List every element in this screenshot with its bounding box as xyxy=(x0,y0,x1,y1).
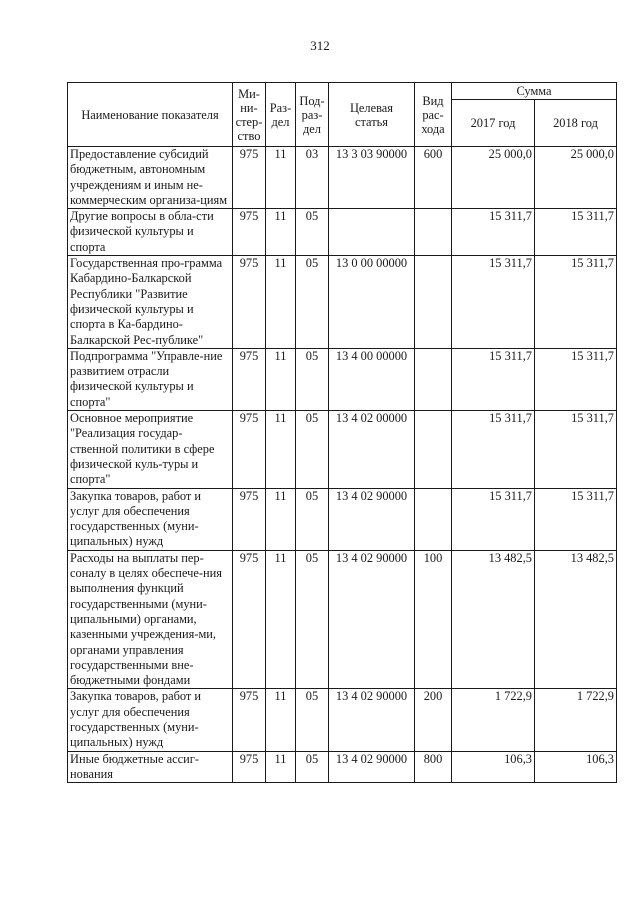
header-year-2018 xyxy=(535,100,617,147)
cell-2017: 15 311,7 xyxy=(452,256,535,349)
cell-subsection: 05 xyxy=(296,689,329,751)
cell-subsection: 05 xyxy=(296,411,329,488)
table-row xyxy=(68,256,617,349)
cell-name: Иные бюджетные ассиг-нования xyxy=(68,751,233,783)
header-subsection: Под- раз- дел xyxy=(296,83,329,147)
header-year-2017 xyxy=(452,100,535,147)
cell-target: 13 4 02 00000 xyxy=(329,411,415,488)
table-row xyxy=(68,751,617,783)
cell-name: Подпрограмма "Управле-ние развитием отрасли физической культуры и спорта" xyxy=(68,348,233,410)
cell-target: 13 4 02 90000 xyxy=(329,488,415,550)
header-year-2018-label: 2018 год xyxy=(553,116,598,130)
cell-section: 11 xyxy=(266,209,296,256)
cell-2018: 15 311,7 xyxy=(535,411,617,488)
cell-name: Основное мероприятие "Реализация государ-ственной политики в сфере физической куль-туры и спорта" xyxy=(68,411,233,488)
header-name-label: Наименование показателя xyxy=(81,107,219,122)
cell-2018: 13 482,5 xyxy=(535,550,617,689)
cell-name: Государственная про-грамма Кабардино-Балкарской Республики "Развитие физической культуры и спорта в Ка-бардино-Балкарской Рес-публике" xyxy=(68,256,233,349)
cell-2018: 106,3 xyxy=(535,751,617,783)
cell-section: 11 xyxy=(266,751,296,783)
cell-section: 11 xyxy=(266,488,296,550)
cell-ministry: 975 xyxy=(233,348,266,410)
header-expense-type: Вид рас- хода xyxy=(415,83,452,147)
cell-ministry: 975 xyxy=(233,147,266,209)
cell-ministry: 975 xyxy=(233,751,266,783)
header-sum-label: Сумма xyxy=(516,84,552,98)
cell-2018: 15 311,7 xyxy=(535,348,617,410)
cell-expense-type xyxy=(415,209,452,256)
cell-section: 11 xyxy=(266,411,296,488)
page-number: 312 xyxy=(310,38,330,53)
cell-ministry: 975 xyxy=(233,256,266,349)
budget-table xyxy=(67,82,617,783)
header-year-2017-label: 2017 год xyxy=(470,116,516,130)
cell-subsection: 05 xyxy=(296,488,329,550)
table-header xyxy=(68,83,617,147)
cell-2017: 106,3 xyxy=(452,751,535,783)
cell-2018: 25 000,0 xyxy=(535,147,617,209)
cell-ministry: 975 xyxy=(233,689,266,751)
cell-subsection: 03 xyxy=(296,147,329,209)
table-row xyxy=(68,550,617,689)
header-target: Целевая статья xyxy=(329,83,415,147)
cell-expense-type xyxy=(415,411,452,488)
cell-name: Другие вопросы в обла-сти физической культуры и спорта xyxy=(68,209,233,256)
cell-2018: 15 311,7 xyxy=(535,256,617,349)
cell-name: Предоставление субсидий бюджетным, автономным учреждениям и иным не-коммерческим организа-циям xyxy=(68,147,233,209)
table-row xyxy=(68,348,617,410)
cell-section: 11 xyxy=(266,256,296,349)
table-row xyxy=(68,689,617,751)
cell-target: 13 4 02 90000 xyxy=(329,689,415,751)
cell-2017: 1 722,9 xyxy=(452,689,535,751)
cell-2017: 15 311,7 xyxy=(452,488,535,550)
cell-2017: 25 000,0 xyxy=(452,147,535,209)
cell-2017: 15 311,7 xyxy=(452,411,535,488)
header-ministry: Ми- ни- стер- ство xyxy=(233,83,266,147)
table-body xyxy=(68,147,617,783)
cell-expense-type: 600 xyxy=(415,147,452,209)
header-sum xyxy=(452,83,617,100)
cell-section: 11 xyxy=(266,348,296,410)
cell-2017: 15 311,7 xyxy=(452,348,535,410)
cell-subsection: 05 xyxy=(296,751,329,783)
header-section: Раз- дел xyxy=(266,83,296,147)
cell-target xyxy=(329,209,415,256)
cell-2018: 1 722,9 xyxy=(535,689,617,751)
table-row xyxy=(68,488,617,550)
cell-target: 13 0 00 00000 xyxy=(329,256,415,349)
cell-ministry: 975 xyxy=(233,550,266,689)
cell-expense-type: 800 xyxy=(415,751,452,783)
cell-target: 13 4 02 90000 xyxy=(329,751,415,783)
cell-2017: 13 482,5 xyxy=(452,550,535,689)
cell-subsection: 05 xyxy=(296,348,329,410)
cell-2018: 15 311,7 xyxy=(535,209,617,256)
cell-subsection: 05 xyxy=(296,209,329,256)
cell-expense-type: 200 xyxy=(415,689,452,751)
cell-section: 11 xyxy=(266,147,296,209)
cell-section: 11 xyxy=(266,689,296,751)
cell-subsection: 05 xyxy=(296,256,329,349)
cell-name: Расходы на выплаты пер-соналу в целях обеспече-ния выполнения функций государственными (муни-ципальными) органами, казенными учреждения-ми, органами управления государственными вне-бюджетными фондами xyxy=(68,550,233,689)
cell-target: 13 4 00 00000 xyxy=(329,348,415,410)
cell-target: 13 3 03 90000 xyxy=(329,147,415,209)
cell-ministry: 975 xyxy=(233,411,266,488)
cell-section: 11 xyxy=(266,550,296,689)
cell-2017: 15 311,7 xyxy=(452,209,535,256)
table-row xyxy=(68,411,617,488)
cell-expense-type xyxy=(415,488,452,550)
cell-name: Закупка товаров, работ и услуг для обеспечения государственных (муни-ципальных) нужд xyxy=(68,689,233,751)
table-row xyxy=(68,209,617,256)
cell-ministry: 975 xyxy=(233,209,266,256)
header-name xyxy=(68,83,233,147)
cell-name: Закупка товаров, работ и услуг для обеспечения государственных (муни-ципальных) нужд xyxy=(68,488,233,550)
cell-expense-type xyxy=(415,348,452,410)
cell-ministry: 975 xyxy=(233,488,266,550)
cell-target: 13 4 02 90000 xyxy=(329,550,415,689)
cell-expense-type xyxy=(415,256,452,349)
table-row xyxy=(68,147,617,209)
cell-expense-type: 100 xyxy=(415,550,452,689)
cell-subsection: 05 xyxy=(296,550,329,689)
cell-2018: 15 311,7 xyxy=(535,488,617,550)
